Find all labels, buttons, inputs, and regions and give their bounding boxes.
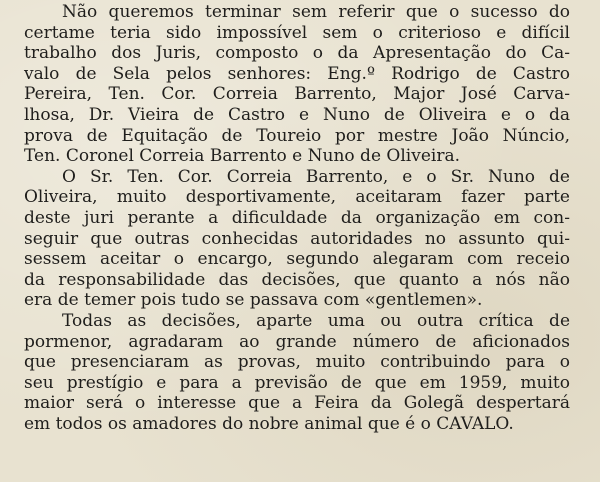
paragraph-line: pormenor, agradaram ao grande número de aficionados bbox=[24, 331, 570, 352]
paragraph-line: Não queremos terminar sem referir que o sucesso do bbox=[62, 2, 570, 22]
paragraph-line: sessem aceitar o encargo, segundo alegaram com receio bbox=[24, 249, 570, 270]
paragraph-line: da responsabilidade das decisões, que quanto a nós não bbox=[24, 269, 570, 290]
paragraph-line: seu prestígio e para a previsão de que em 1959, muito bbox=[24, 372, 570, 393]
paragraph-line: seguir que outras conhecidas autoridades no assunto qui- bbox=[24, 228, 570, 249]
paragraph-line: era de temer pois tudo se passava com «gentlemen». bbox=[24, 290, 483, 311]
paragraph-line: Ten. Coronel Correia Barrento e Nuno de Oliveira. bbox=[24, 146, 460, 167]
paragraph-line: lhosa, Dr. Vieira de Castro e Nuno de Oliveira e o da bbox=[24, 104, 570, 125]
paragraph-line: valo de Sela pelos senhores: Eng.º Rodrigo de Castro bbox=[24, 63, 570, 84]
paragraph-line: Pereira, Ten. Cor. Correia Barrento, Major José Carva- bbox=[24, 84, 570, 105]
paragraph-line: maior será o interesse que a Feira da Golegã despertará bbox=[24, 393, 570, 414]
paragraph-line: certame teria sido impossível sem o criterioso e difícil bbox=[24, 22, 570, 43]
paragraph-line: prova de Equitação de Toureio por mestre João Núncio, bbox=[24, 125, 570, 146]
paragraph-line: O Sr. Ten. Cor. Correia Barrento, e o Sr. Nuno de bbox=[62, 166, 570, 187]
paragraph-2 bbox=[24, 167, 570, 311]
paragraph-line: Oliveira, muito desportivamente, aceitaram fazer parte bbox=[24, 187, 570, 208]
paragraph-line: em todos os amadores do nobre animal que é o CAVALO. bbox=[24, 413, 514, 434]
paragraph-line: deste juri perante a dificuldade da organização em con- bbox=[24, 207, 570, 228]
paragraph-line: trabalho dos Juris, composto o da Apresentação do Ca- bbox=[24, 43, 570, 64]
paragraph-1 bbox=[24, 2, 570, 167]
paragraph-line: que presenciaram as provas, muito contribuindo para o bbox=[24, 352, 570, 373]
article-text bbox=[24, 2, 570, 434]
paragraph-3 bbox=[24, 311, 570, 435]
paragraph-line: Todas as decisões, aparte uma ou outra crítica de bbox=[62, 310, 570, 331]
